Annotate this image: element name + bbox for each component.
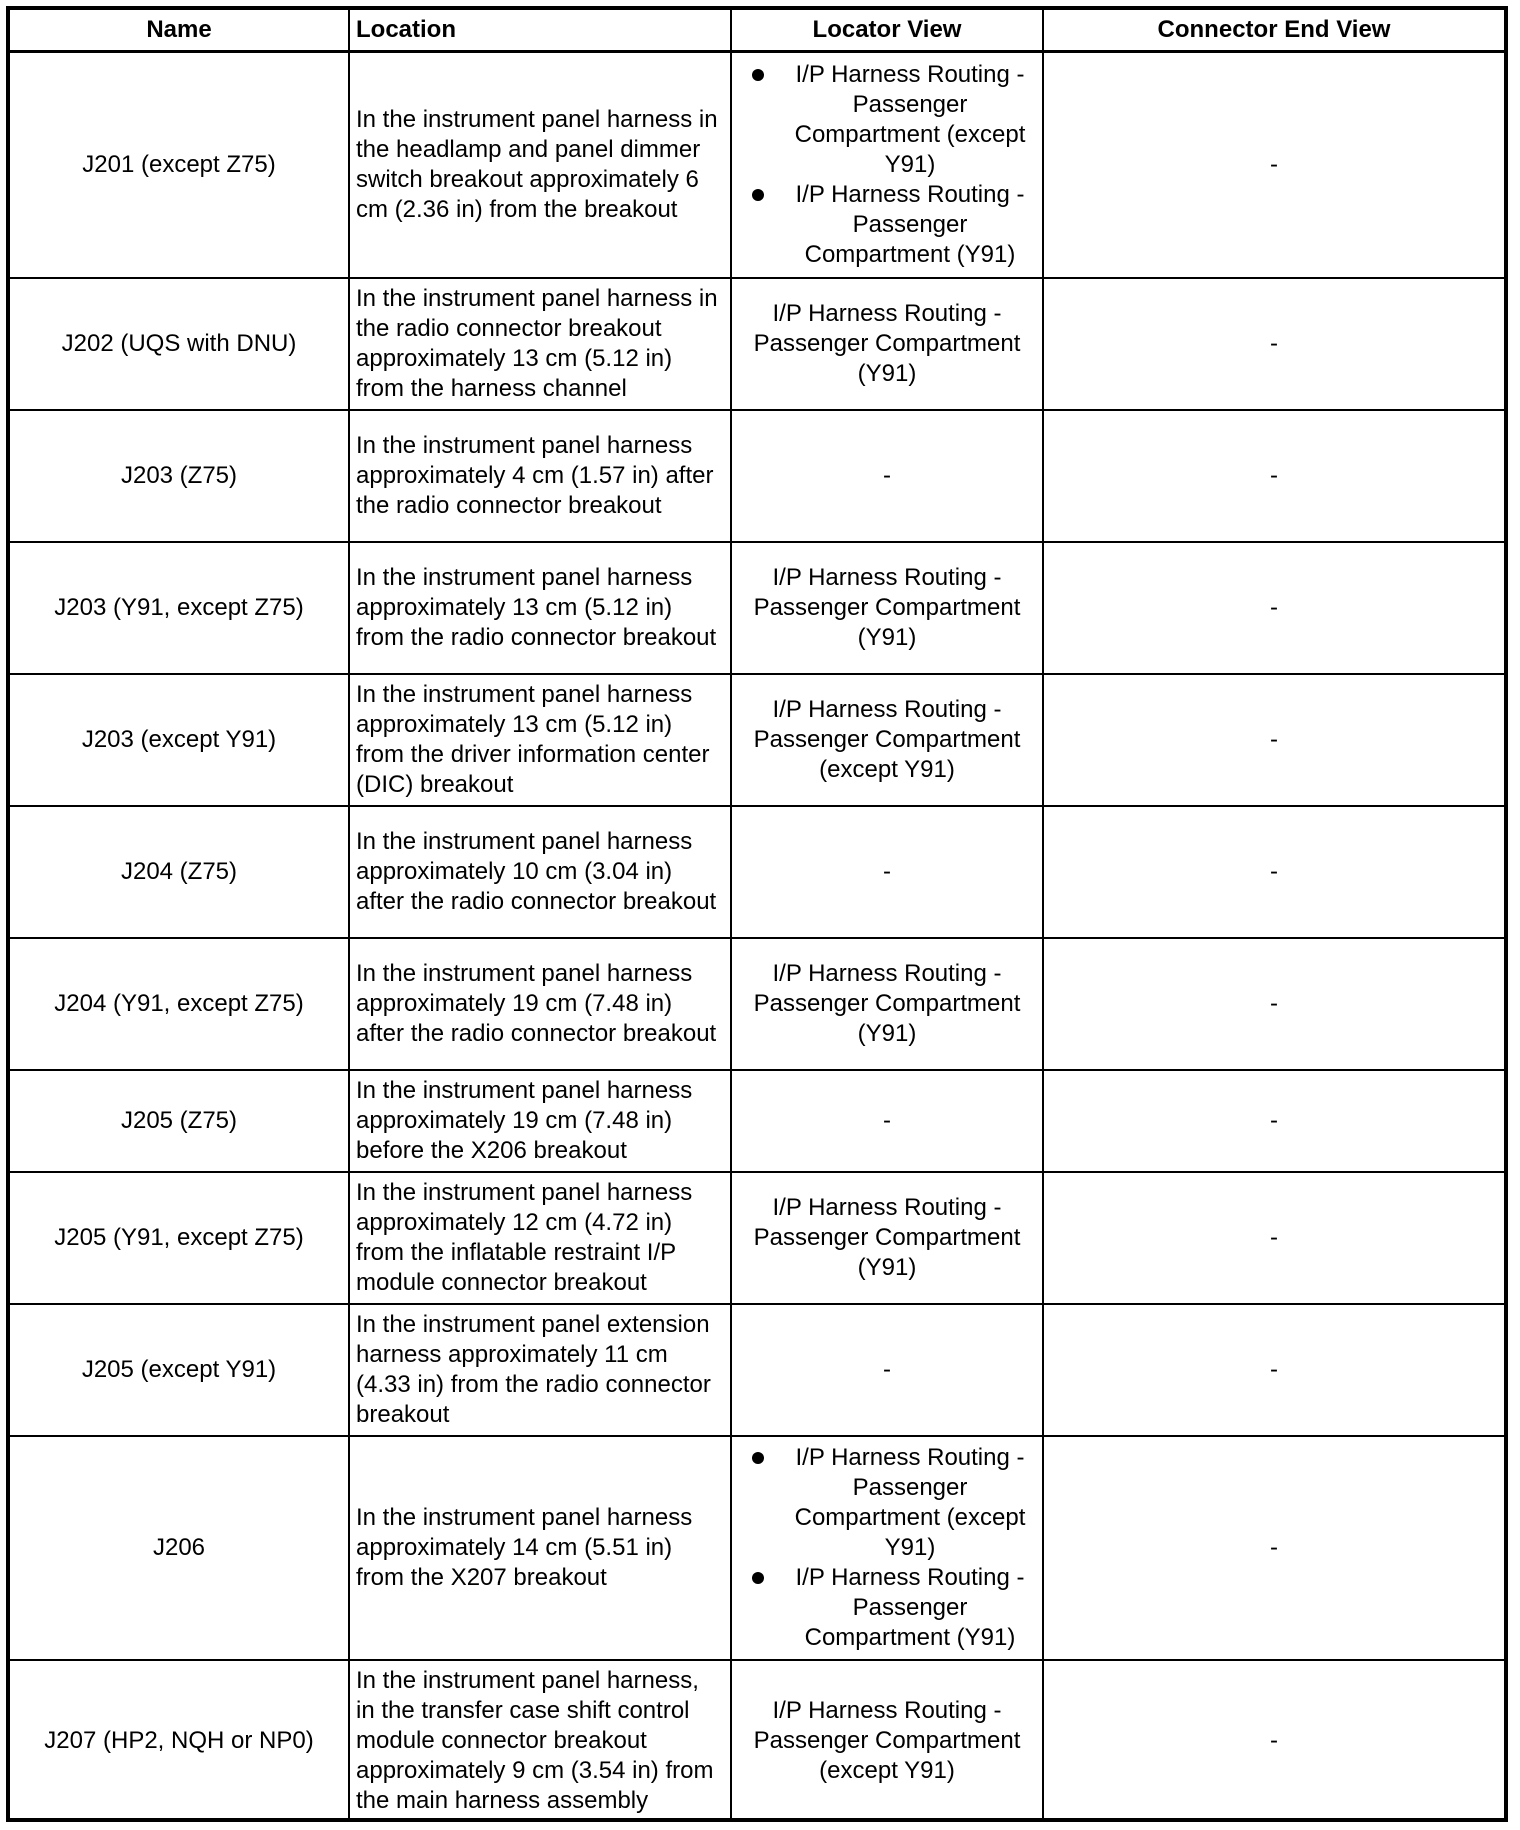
cell-location: In the instrument panel harness approximately 13 cm (5.12 in) from the radio connector breakout [349, 542, 731, 674]
connector-locations-table [10, 10, 1504, 1822]
cell-locator-view: - [731, 806, 1043, 938]
cell-connector-end-view: - [1043, 542, 1504, 674]
cell-location: In the instrument panel harness, in the transfer case shift control module connector breakout approximately 9 cm (3.54 in) from the main harness assembly [349, 1660, 731, 1822]
connector-table-frame [6, 6, 1508, 1822]
cell-location: In the instrument panel harness approximately 19 cm (7.48 in) before the X206 breakout [349, 1070, 731, 1172]
header-connector-end-view: Connector End View [1043, 10, 1504, 52]
cell-connector-end-view: - [1043, 52, 1504, 278]
locator-list [738, 1443, 1036, 1653]
cell-location: In the instrument panel extension harness approximately 11 cm (4.33 in) from the radio connector breakout [349, 1304, 731, 1436]
table-row [10, 1436, 1504, 1660]
cell-location: In the instrument panel harness in the radio connector breakout approximately 13 cm (5.12 in) from the harness channel [349, 278, 731, 410]
table-row [10, 542, 1504, 674]
table-row [10, 1304, 1504, 1436]
table-row [10, 938, 1504, 1070]
cell-connector-end-view: - [1043, 806, 1504, 938]
cell-location: In the instrument panel harness approximately 12 cm (4.72 in) from the inflatable restraint I/P module connector breakout [349, 1172, 731, 1304]
cell-location: In the instrument panel harness approximately 4 cm (1.57 in) after the radio connector breakout [349, 410, 731, 542]
cell-name: J203 (Y91, except Z75) [10, 542, 349, 674]
locator-list-item: I/P Harness Routing - Passenger Compartment (except Y91) [784, 60, 1036, 180]
cell-name: J201 (except Z75) [10, 52, 349, 278]
table-row [10, 1070, 1504, 1172]
cell-locator-view: - [731, 1070, 1043, 1172]
cell-locator-view: - [731, 410, 1043, 542]
locator-list-item: I/P Harness Routing - Passenger Compartment (Y91) [784, 1563, 1036, 1653]
cell-connector-end-view: - [1043, 410, 1504, 542]
locator-list [738, 60, 1036, 270]
table-row [10, 674, 1504, 806]
cell-name: J205 (Z75) [10, 1070, 349, 1172]
header-location: Location [349, 10, 731, 52]
cell-connector-end-view: - [1043, 1172, 1504, 1304]
cell-name: J205 (except Y91) [10, 1304, 349, 1436]
cell-name: J203 (except Y91) [10, 674, 349, 806]
cell-location: In the instrument panel harness approximately 14 cm (5.51 in) from the X207 breakout [349, 1436, 731, 1660]
cell-connector-end-view: - [1043, 278, 1504, 410]
cell-locator-view: I/P Harness Routing - Passenger Compartment (Y91) [731, 1172, 1043, 1304]
cell-name: J204 (Y91, except Z75) [10, 938, 349, 1070]
cell-connector-end-view: - [1043, 674, 1504, 806]
table-row [10, 278, 1504, 410]
cell-location: In the instrument panel harness in the headlamp and panel dimmer switch breakout approximately 6 cm (2.36 in) from the breakout [349, 52, 731, 278]
cell-locator-view: I/P Harness Routing - Passenger Compartment (Y91) [731, 278, 1043, 410]
header-locator-view: Locator View [731, 10, 1043, 52]
locator-list-item: I/P Harness Routing - Passenger Compartment (Y91) [784, 180, 1036, 270]
table-row [10, 410, 1504, 542]
table-row [10, 52, 1504, 278]
cell-name: J203 (Z75) [10, 410, 349, 542]
header-name: Name [10, 10, 349, 52]
cell-name: J206 [10, 1436, 349, 1660]
cell-name: J207 (HP2, NQH or NP0) [10, 1660, 349, 1822]
header-row [10, 10, 1504, 52]
cell-name: J202 (UQS with DNU) [10, 278, 349, 410]
table-row [10, 806, 1504, 938]
cell-location: In the instrument panel harness approximately 13 cm (5.12 in) from the driver information center (DIC) breakout [349, 674, 731, 806]
cell-locator-view: I/P Harness Routing - Passenger Compartment (Y91) [731, 938, 1043, 1070]
cell-connector-end-view: - [1043, 1436, 1504, 1660]
cell-location: In the instrument panel harness approximately 10 cm (3.04 in) after the radio connector breakout [349, 806, 731, 938]
cell-connector-end-view: - [1043, 938, 1504, 1070]
table-row [10, 1172, 1504, 1304]
table-row [10, 1660, 1504, 1822]
cell-name: J205 (Y91, except Z75) [10, 1172, 349, 1304]
cell-connector-end-view: - [1043, 1304, 1504, 1436]
cell-locator-view [731, 52, 1043, 278]
locator-list-item: I/P Harness Routing - Passenger Compartment (except Y91) [784, 1443, 1036, 1563]
cell-location: In the instrument panel harness approximately 19 cm (7.48 in) after the radio connector breakout [349, 938, 731, 1070]
cell-locator-view: I/P Harness Routing - Passenger Compartment (except Y91) [731, 1660, 1043, 1822]
cell-locator-view [731, 1436, 1043, 1660]
cell-name: J204 (Z75) [10, 806, 349, 938]
cell-locator-view: - [731, 1304, 1043, 1436]
cell-connector-end-view: - [1043, 1660, 1504, 1822]
cell-locator-view: I/P Harness Routing - Passenger Compartment (except Y91) [731, 674, 1043, 806]
cell-connector-end-view: - [1043, 1070, 1504, 1172]
cell-locator-view: I/P Harness Routing - Passenger Compartment (Y91) [731, 542, 1043, 674]
